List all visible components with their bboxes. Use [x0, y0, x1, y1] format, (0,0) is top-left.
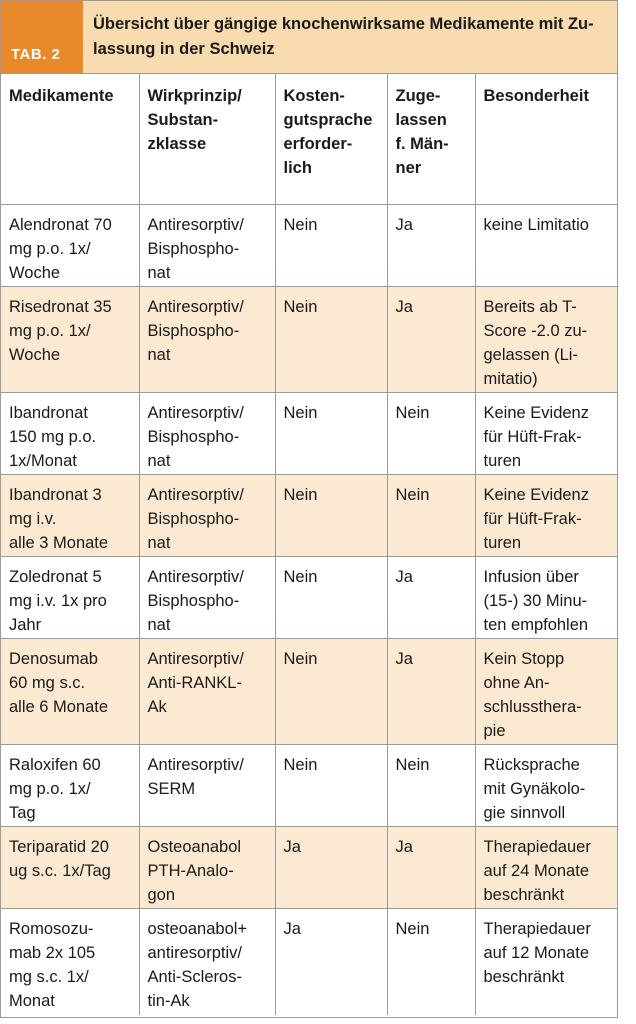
table-cell: Ja: [387, 287, 475, 393]
table-cell: Nein: [387, 393, 475, 475]
table-cell: Nein: [387, 475, 475, 557]
table-row: [1, 205, 617, 287]
table-cell: Ibandronat 3 mg i.v. alle 3 Monate: [1, 475, 139, 557]
column-header: Wirkprinzip/ Substan- zklasse: [139, 74, 275, 205]
table-row: [1, 475, 617, 557]
table-cell: Kein Stopp ohne An- schlussthera- pie: [475, 639, 617, 745]
table-cell: Nein: [275, 287, 387, 393]
table-cell: Romosozu- mab 2x 105 mg s.c. 1x/ Monat: [1, 909, 139, 1015]
table-row: [1, 909, 617, 1015]
table-cell: keine Limitatio: [475, 205, 617, 287]
table-cell: Ja: [387, 827, 475, 909]
table-row: [1, 287, 617, 393]
table-row: [1, 393, 617, 475]
table-cell: Ja: [275, 909, 387, 1015]
table-header-bar: [1, 1, 617, 73]
table-cell: Therapiedauer auf 24 Monate beschränkt: [475, 827, 617, 909]
table-cell: Antiresorptiv/ Bisphospho- nat: [139, 393, 275, 475]
table-cell: Zoledronat 5 mg i.v. 1x pro Jahr: [1, 557, 139, 639]
table-cell: Denosumab 60 mg s.c. alle 6 Monate: [1, 639, 139, 745]
table-cell: Keine Evidenz für Hüft-Frak- turen: [475, 393, 617, 475]
table-cell: Ibandronat 150 mg p.o. 1x/Monat: [1, 393, 139, 475]
table-cell: Therapiedauer auf 12 Monate beschränkt: [475, 909, 617, 1015]
table-cell: Nein: [275, 557, 387, 639]
table-cell: Antiresorptiv/ Bisphospho- nat: [139, 205, 275, 287]
table-cell: Nein: [275, 639, 387, 745]
table-cell: Antiresorptiv/ Bisphospho- nat: [139, 557, 275, 639]
table-cell: Teriparatid 20 ug s.c. 1x/Tag: [1, 827, 139, 909]
table-cell: Nein: [275, 745, 387, 827]
table-cell: Ja: [275, 827, 387, 909]
table-row: [1, 639, 617, 745]
table-cell: Osteoanabol PTH-Analo- gon: [139, 827, 275, 909]
table-cell: Nein: [275, 475, 387, 557]
table-cell: Nein: [275, 205, 387, 287]
table-cell: Nein: [387, 909, 475, 1015]
table-row: [1, 827, 617, 909]
table-cell: Nein: [275, 393, 387, 475]
table-cell: Ja: [387, 639, 475, 745]
table-cell: osteoanabol+ antiresorptiv/ Anti-Scleros- tin-Ak: [139, 909, 275, 1015]
table-cell: Antiresorptiv/ Anti-RANKL- Ak: [139, 639, 275, 745]
table-cell: Alendronat 70 mg p.o. 1x/ Woche: [1, 205, 139, 287]
table-cell: Keine Evidenz für Hüft-Frak- turen: [475, 475, 617, 557]
table-cell: Rücksprache mit Gynäkolo- gie sinnvoll: [475, 745, 617, 827]
table-row: [1, 745, 617, 827]
column-header: Medikamente: [1, 74, 139, 205]
table-cell: Bereits ab T- Score -2.0 zu- gelassen (Li- mitatio): [475, 287, 617, 393]
table-cell: Antiresorptiv/ Bisphospho- nat: [139, 287, 275, 393]
table-cell: Antiresorptiv/ Bisphospho- nat: [139, 475, 275, 557]
column-header: Zuge- lassen f. Män- ner: [387, 74, 475, 205]
table-row: [1, 557, 617, 639]
table-number-tab: TAB. 2: [1, 1, 83, 73]
table-title: Übersicht über gängige knochenwirksame Medikamente mit Zu- lassung in der Schweiz: [83, 1, 617, 73]
column-header: Kosten- gutsprache erforder- lich: [275, 74, 387, 205]
table-cell: Ja: [387, 205, 475, 287]
table-cell: Raloxifen 60 mg p.o. 1x/ Tag: [1, 745, 139, 827]
medication-table: [1, 73, 617, 1015]
table-cell: Nein: [387, 745, 475, 827]
table-cell: Risedronat 35 mg p.o. 1x/ Woche: [1, 287, 139, 393]
table-cell: Ja: [387, 557, 475, 639]
table-cell: Infusion über (15-) 30 Minu- ten empfohlen: [475, 557, 617, 639]
column-header: Besonderheit: [475, 74, 617, 205]
table-cell: Antiresorptiv/ SERM: [139, 745, 275, 827]
column-header-row: [1, 74, 617, 205]
